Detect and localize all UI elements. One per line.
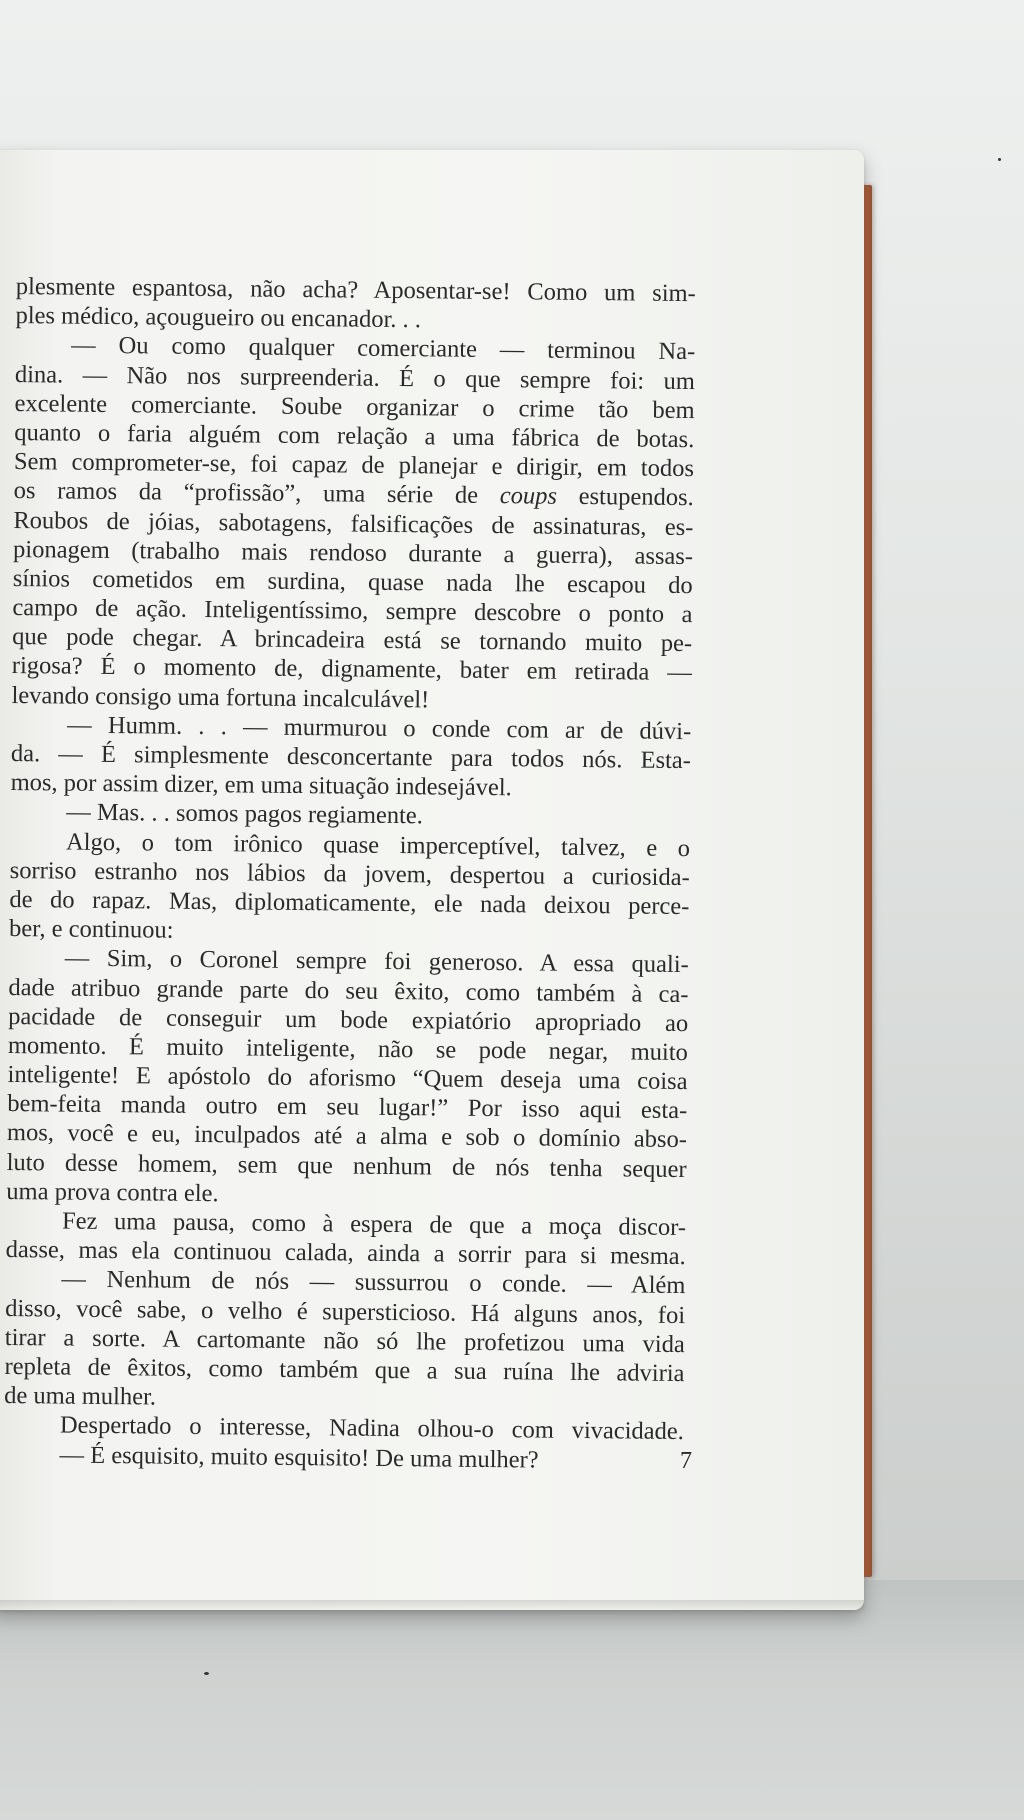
table-surface bbox=[0, 1580, 1024, 1820]
page-shadow bbox=[0, 1600, 864, 1612]
italic-word: coups bbox=[499, 482, 558, 510]
text-line: dade atribuo grande parte do seu êxito, como também à ca- bbox=[8, 973, 689, 1008]
text-line: — Nenhum de nós — sussurrou o conde. — Além bbox=[61, 1265, 686, 1300]
page-number: 7 bbox=[680, 1448, 692, 1474]
page-text bbox=[3, 272, 695, 1476]
text-line: pacidade de conseguir um bode expiatório apropriado ao bbox=[8, 1002, 689, 1037]
text-line: repleta de êxitos, como também que a sua ruína lhe adviria bbox=[4, 1352, 685, 1387]
text-line: Algo, o tom irônico quase imperceptível, talvez, e o bbox=[65, 828, 691, 862]
text-line: os ramos da “profissão”, uma série de coups estupendos. bbox=[13, 477, 694, 512]
text-line: quanto o faria alguém com relação a uma fábrica de botas. bbox=[14, 418, 695, 454]
text-line: pionagem (trabalho mais rendoso durante a guerra), assas- bbox=[12, 535, 694, 570]
dust-speck bbox=[204, 1672, 209, 1675]
text-line: — Mas. . . somos pagos regiamente. bbox=[66, 798, 424, 830]
text-line: campo de ação. Inteligentíssimo, sempre descobre o ponto a bbox=[12, 594, 693, 629]
text-line: mos, por assim dizer, em uma situação indesejável. bbox=[10, 769, 512, 802]
text-line: sorriso estranho nos lábios da jovem, despertou a curiosida- bbox=[9, 856, 690, 891]
text-line: momento. É muito inteligente, não se pode negar, muito bbox=[7, 1031, 689, 1066]
text-line: mos, você e eu, inculpados até a alma e sob o domínio abso- bbox=[6, 1119, 688, 1154]
text-line: tirar a sorte. A cartomante não só lhe profetizou uma vida bbox=[4, 1323, 685, 1358]
text-line: sínios cometidos em surdina, quase nada lhe escapou do bbox=[12, 564, 693, 599]
text-line: excelente comerciante. Soube organizar o crime tão bem bbox=[14, 389, 695, 424]
dust-speck bbox=[998, 158, 1001, 161]
text-line: — Ou como qualquer comerciante — terminou Na- bbox=[71, 331, 696, 366]
text-line: da. — É simplesmente desconcertante para todos nós. Esta- bbox=[10, 739, 692, 775]
text-line: de do rapaz. Mas, diplomaticamente, ele nada deixou perce- bbox=[9, 885, 690, 921]
text-line: rigosa? É o momento de, dignamente, bater em retirada — bbox=[11, 652, 692, 687]
text-line: uma prova contra ele. bbox=[6, 1177, 219, 1207]
text-line: — Sim, o Coronel sempre foi generoso. A essa quali- bbox=[64, 944, 689, 979]
text-line: dina. — Não nos surpreenderia. É o que sempre foi: um bbox=[14, 360, 696, 395]
text-line: inteligente! E apóstolo do aforismo “Quem deseja uma coisa bbox=[7, 1061, 688, 1096]
text-line: levando consigo uma fortuna incalculável! bbox=[11, 681, 430, 713]
text-line: disso, você sabe, o velho é supersticioso. Há alguns anos, foi bbox=[5, 1294, 686, 1329]
text-line: luto desse homem, sem que nenhum de nós tenha sequer bbox=[6, 1148, 687, 1183]
text-line: Despertado o interesse, Nadina olhou-o com vivacidade. bbox=[59, 1411, 685, 1446]
text-line: dasse, mas ela continuou calada, ainda a sorrir para si mesma. bbox=[5, 1236, 686, 1271]
text-line: ber, e continuou: bbox=[8, 915, 174, 944]
text-line: plesmente espantosa, não acha? Aposentar-se! Como um sim- bbox=[15, 272, 696, 308]
text-line: Sem comprometer-se, foi capaz de planejar e dirigir, em todos bbox=[13, 448, 695, 483]
text-line: — É esquisito, muito esquisito! De uma mulher? bbox=[59, 1441, 539, 1474]
text-line: ples médico, açougueiro ou encanador. . . bbox=[15, 302, 422, 334]
text-line: — Humm. . . — murmurou o conde com ar de dúvi- bbox=[67, 711, 692, 745]
text-line: Roubos de jóias, sabotagens, falsificações de assinaturas, es- bbox=[13, 506, 694, 541]
text-line: de uma mulher. bbox=[4, 1382, 157, 1411]
text-line: Fez uma pausa, como à espera de que a moça discor- bbox=[61, 1207, 687, 1242]
text-line: bem-feita manda outro em seu lugar!” Por isso aqui esta- bbox=[7, 1090, 688, 1125]
text-line: que pode chegar. A brincadeira está se tornando muito pe- bbox=[12, 623, 693, 658]
